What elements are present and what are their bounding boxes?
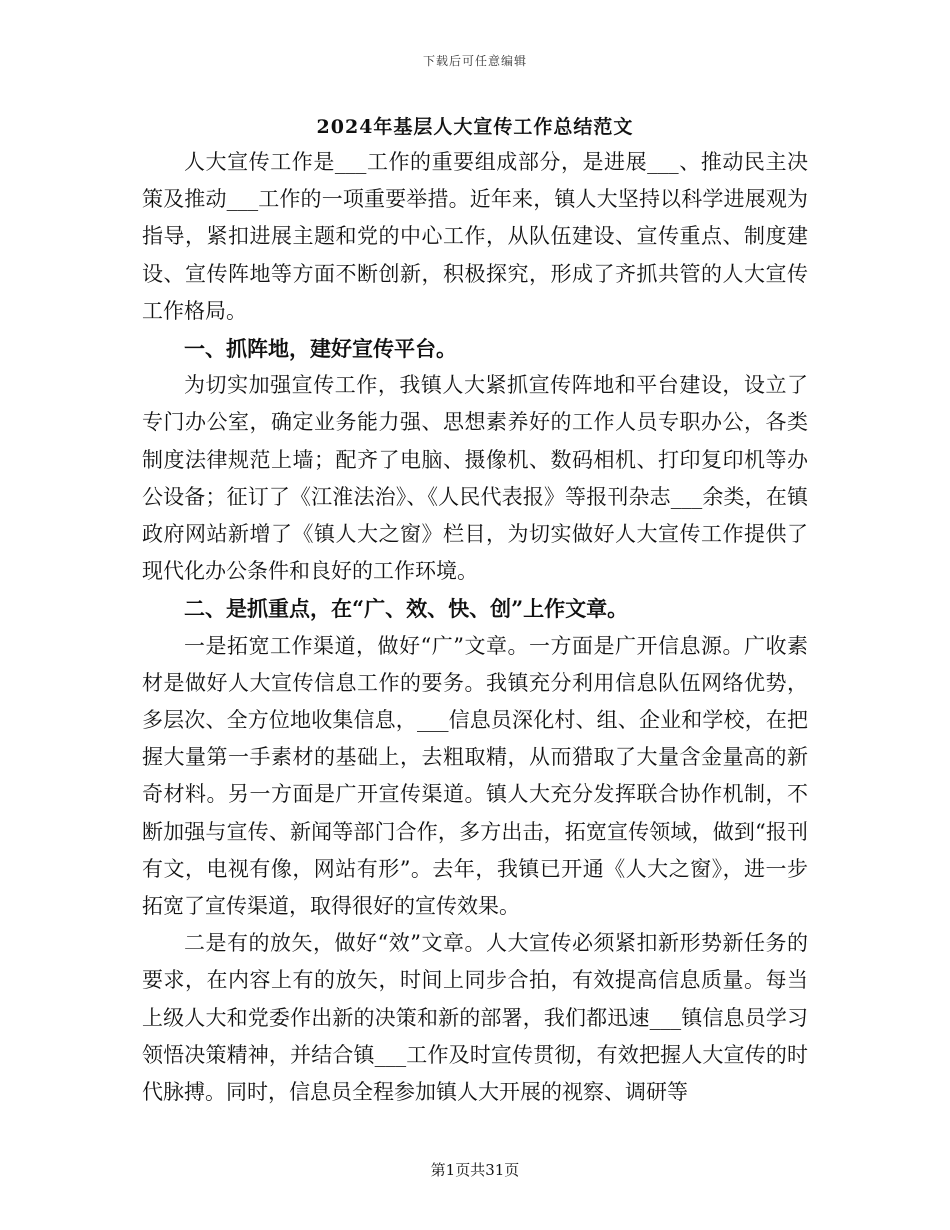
section-heading-1: 一、抓阵地，建好宣传平台。 [184,336,457,362]
document-body [142,144,808,1111]
document-title: 2024年基层人大宣传工作总结范文 [316,116,634,138]
paragraph-effect: 二是有的放矢，做好“效”文章。人大宣传必须紧扣新形势新任务的要求，在内容上有的放矢，时间上同步合拍，有效提高信息质量。每当上级人大和党委作出新的决策和新的部署，我们都迅速___镇信息员学习领悟决策精神，并结合镇___工作及时宣传贯彻，有效把握人大宣传的时代脉搏。同时，信息员全程参加镇人大开展的视察、调研等 [142,931,808,1105]
section-heading-2: 二、是抓重点，在“广、效、快、创”上作文章。 [184,596,629,622]
header-note: 下载后可任意编辑 [422,54,527,68]
paragraph-channels: 一是拓宽工作渠道，做好“广”文章。一方面是广开信息源。广收素材是做好人大宣传信息工作的要务。我镇充分利用信息队伍网络优势，多层次、全方位地收集信息，___信息员深化村、组、企业和学校，在把握大量第一手素材的基础上，去粗取精，从而猎取了大量含金量高的新奇材料。另一方面是广开宣传渠道。镇人大充分发挥联合协作机制，不断加强与宣传、新闻等部门合作，多方出击，拓宽宣传领域，做到“报刊有文，电视有像，网站有形”。去年，我镇已开通《人大之窗》，进一步拓宽了宣传渠道，取得很好的宣传效果。 [142,633,808,919]
paragraph-intro: 人大宣传工作是___工作的重要组成部分，是进展___、推动民主决策及推动___工作的一项重要举措。近年来，镇人大坚持以科学进展观为指导，紧扣进展主题和党的中心工作，从队伍建设、宣传重点、制度建设、宣传阵地等方面不断创新，积极探究，形成了齐抓共管的人大宣传工作格局。 [142,150,808,323]
paragraph-platform: 为切实加强宣传工作，我镇人大紧抓宣传阵地和平台建设，设立了专门办公室，确定业务能力强、思想素养好的工作人员专职办公，各类制度法律规范上墙；配齐了电脑、摄像机、数码相机、打印复印机等办公设备；征订了《江淮法治》、《人民代表报》等报刊杂志___余类，在镇政府网站新增了《镇人大之窗》栏目，为切实做好人大宣传工作提供了现代化办公条件和良好的工作环境。 [142,373,808,584]
page-footer: 第1页共31页 [430,1161,520,1179]
